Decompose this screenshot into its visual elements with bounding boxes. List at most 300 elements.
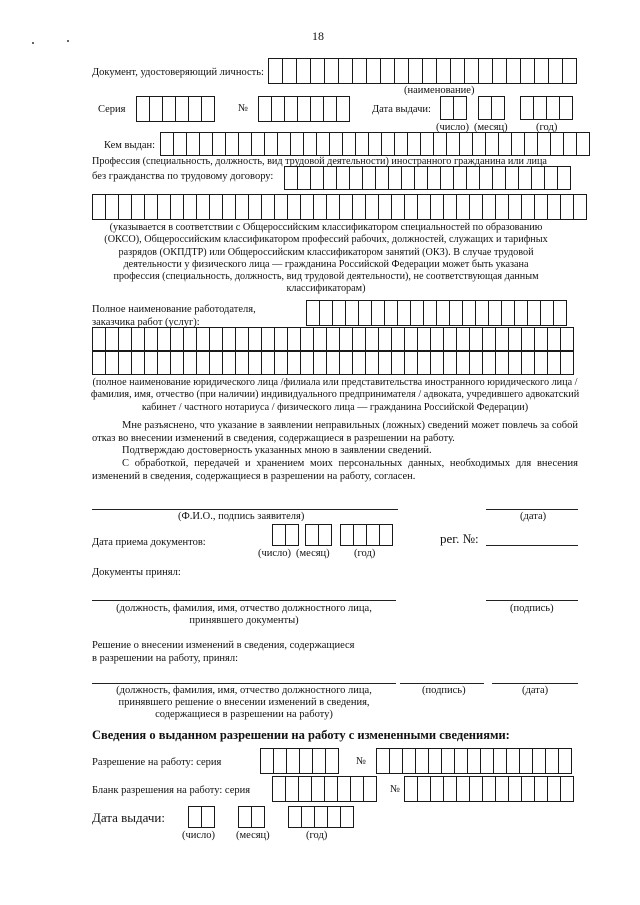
char-cell[interactable] <box>144 194 158 220</box>
char-cell[interactable] <box>557 166 571 190</box>
receipt-month-boxes[interactable] <box>305 524 331 546</box>
char-cell[interactable] <box>235 351 249 375</box>
char-cell[interactable] <box>560 351 574 375</box>
issued-year-boxes[interactable] <box>288 806 353 828</box>
char-cell[interactable] <box>274 327 288 351</box>
char-cell[interactable] <box>298 776 312 802</box>
char-cell[interactable] <box>222 194 236 220</box>
char-cell[interactable] <box>394 58 409 84</box>
char-cell[interactable] <box>433 132 447 156</box>
char-cell[interactable] <box>201 96 215 122</box>
issue-month-boxes[interactable] <box>478 96 504 120</box>
char-cell[interactable] <box>388 166 402 190</box>
char-cell[interactable] <box>558 748 572 774</box>
char-cell[interactable] <box>495 194 509 220</box>
char-cell[interactable] <box>186 132 200 156</box>
char-cell[interactable] <box>366 58 381 84</box>
char-cell[interactable] <box>501 300 515 326</box>
employer-boxes-row2[interactable] <box>92 327 573 351</box>
applicant-date-line[interactable] <box>486 509 578 510</box>
char-cell[interactable] <box>183 194 197 220</box>
char-cell[interactable] <box>157 194 171 220</box>
char-cell[interactable] <box>319 300 333 326</box>
char-cell[interactable] <box>380 58 395 84</box>
char-cell[interactable] <box>378 351 392 375</box>
char-cell[interactable] <box>316 132 330 156</box>
char-cell[interactable] <box>485 132 499 156</box>
number-boxes[interactable] <box>258 96 349 122</box>
applicant-fio-line[interactable] <box>92 509 398 510</box>
char-cell[interactable] <box>235 327 249 351</box>
char-cell[interactable] <box>284 166 298 190</box>
char-cell[interactable] <box>339 194 353 220</box>
char-cell[interactable] <box>417 776 431 802</box>
char-cell[interactable] <box>459 132 473 156</box>
char-cell[interactable] <box>327 806 341 828</box>
char-cell[interactable] <box>430 194 444 220</box>
char-cell[interactable] <box>533 96 547 120</box>
char-cell[interactable] <box>173 132 187 156</box>
series-boxes[interactable] <box>136 96 214 122</box>
char-cell[interactable] <box>550 132 564 156</box>
char-cell[interactable] <box>443 776 457 802</box>
char-cell[interactable] <box>92 327 106 351</box>
char-cell[interactable] <box>428 748 442 774</box>
char-cell[interactable] <box>520 58 535 84</box>
accepted-sign-line[interactable] <box>486 600 578 601</box>
char-cell[interactable] <box>358 300 372 326</box>
char-cell[interactable] <box>378 327 392 351</box>
char-cell[interactable] <box>391 194 405 220</box>
char-cell[interactable] <box>352 58 367 84</box>
char-cell[interactable] <box>506 58 521 84</box>
blank-number-boxes[interactable] <box>404 776 573 802</box>
char-cell[interactable] <box>313 351 327 375</box>
char-cell[interactable] <box>282 58 297 84</box>
char-cell[interactable] <box>258 96 272 122</box>
char-cell[interactable] <box>379 524 393 546</box>
char-cell[interactable] <box>170 327 184 351</box>
char-cell[interactable] <box>495 776 509 802</box>
char-cell[interactable] <box>544 166 558 190</box>
char-cell[interactable] <box>430 351 444 375</box>
char-cell[interactable] <box>368 132 382 156</box>
char-cell[interactable] <box>324 776 338 802</box>
char-cell[interactable] <box>508 351 522 375</box>
char-cell[interactable] <box>300 327 314 351</box>
employer-boxes-row3[interactable] <box>92 351 573 375</box>
char-cell[interactable] <box>352 351 366 375</box>
char-cell[interactable] <box>326 327 340 351</box>
char-cell[interactable] <box>401 166 415 190</box>
char-cell[interactable] <box>391 351 405 375</box>
char-cell[interactable] <box>469 194 483 220</box>
char-cell[interactable] <box>251 806 265 828</box>
char-cell[interactable] <box>482 776 496 802</box>
char-cell[interactable] <box>462 300 476 326</box>
char-cell[interactable] <box>196 194 210 220</box>
char-cell[interactable] <box>449 300 463 326</box>
char-cell[interactable] <box>537 132 551 156</box>
char-cell[interactable] <box>469 776 483 802</box>
permit-number-boxes[interactable] <box>376 748 571 774</box>
char-cell[interactable] <box>397 300 411 326</box>
char-cell[interactable] <box>277 132 291 156</box>
char-cell[interactable] <box>453 166 467 190</box>
char-cell[interactable] <box>573 194 587 220</box>
decision-date-line[interactable] <box>492 683 578 684</box>
char-cell[interactable] <box>391 327 405 351</box>
char-cell[interactable] <box>479 166 493 190</box>
char-cell[interactable] <box>534 58 549 84</box>
char-cell[interactable] <box>248 351 262 375</box>
char-cell[interactable] <box>92 351 106 375</box>
char-cell[interactable] <box>286 748 300 774</box>
char-cell[interactable] <box>521 327 535 351</box>
char-cell[interactable] <box>297 96 311 122</box>
char-cell[interactable] <box>340 524 354 546</box>
char-cell[interactable] <box>271 96 285 122</box>
char-cell[interactable] <box>238 806 252 828</box>
char-cell[interactable] <box>560 776 574 802</box>
char-cell[interactable] <box>300 351 314 375</box>
char-cell[interactable] <box>272 776 286 802</box>
char-cell[interactable] <box>414 166 428 190</box>
char-cell[interactable] <box>105 194 119 220</box>
char-cell[interactable] <box>553 300 567 326</box>
char-cell[interactable] <box>440 166 454 190</box>
char-cell[interactable] <box>118 194 132 220</box>
char-cell[interactable] <box>521 776 535 802</box>
accepted-official-line[interactable] <box>92 600 396 601</box>
char-cell[interactable] <box>408 58 423 84</box>
char-cell[interactable] <box>482 327 496 351</box>
char-cell[interactable] <box>415 748 429 774</box>
char-cell[interactable] <box>314 806 328 828</box>
char-cell[interactable] <box>436 58 451 84</box>
char-cell[interactable] <box>324 58 339 84</box>
char-cell[interactable] <box>188 96 202 122</box>
char-cell[interactable] <box>404 776 418 802</box>
char-cell[interactable] <box>456 194 470 220</box>
char-cell[interactable] <box>410 300 424 326</box>
char-cell[interactable] <box>296 58 311 84</box>
char-cell[interactable] <box>238 132 252 156</box>
char-cell[interactable] <box>366 524 380 546</box>
char-cell[interactable] <box>136 96 150 122</box>
char-cell[interactable] <box>290 132 304 156</box>
char-cell[interactable] <box>492 58 507 84</box>
char-cell[interactable] <box>482 194 496 220</box>
char-cell[interactable] <box>323 166 337 190</box>
char-cell[interactable] <box>251 132 265 156</box>
char-cell[interactable] <box>376 748 390 774</box>
char-cell[interactable] <box>508 327 522 351</box>
char-cell[interactable] <box>300 194 314 220</box>
char-cell[interactable] <box>339 327 353 351</box>
char-cell[interactable] <box>417 351 431 375</box>
char-cell[interactable] <box>441 748 455 774</box>
char-cell[interactable] <box>407 132 421 156</box>
char-cell[interactable] <box>520 96 534 120</box>
char-cell[interactable] <box>491 96 505 120</box>
char-cell[interactable] <box>493 748 507 774</box>
char-cell[interactable] <box>506 748 520 774</box>
char-cell[interactable] <box>404 327 418 351</box>
char-cell[interactable] <box>301 806 315 828</box>
profession-boxes-row2[interactable] <box>92 194 586 220</box>
char-cell[interactable] <box>310 58 325 84</box>
issued-by-boxes[interactable] <box>160 132 589 156</box>
char-cell[interactable] <box>157 351 171 375</box>
char-cell[interactable] <box>209 327 223 351</box>
char-cell[interactable] <box>323 96 337 122</box>
char-cell[interactable] <box>446 132 460 156</box>
char-cell[interactable] <box>274 194 288 220</box>
char-cell[interactable] <box>389 748 403 774</box>
char-cell[interactable] <box>576 132 590 156</box>
char-cell[interactable] <box>440 96 454 120</box>
char-cell[interactable] <box>355 132 369 156</box>
char-cell[interactable] <box>225 132 239 156</box>
issued-month-boxes[interactable] <box>238 806 264 828</box>
char-cell[interactable] <box>337 776 351 802</box>
char-cell[interactable] <box>381 132 395 156</box>
char-cell[interactable] <box>144 327 158 351</box>
char-cell[interactable] <box>287 194 301 220</box>
char-cell[interactable] <box>264 132 278 156</box>
char-cell[interactable] <box>430 327 444 351</box>
char-cell[interactable] <box>384 300 398 326</box>
char-cell[interactable] <box>201 806 215 828</box>
char-cell[interactable] <box>212 132 226 156</box>
char-cell[interactable] <box>365 351 379 375</box>
char-cell[interactable] <box>475 300 489 326</box>
char-cell[interactable] <box>488 300 502 326</box>
char-cell[interactable] <box>453 96 467 120</box>
char-cell[interactable] <box>498 132 512 156</box>
char-cell[interactable] <box>505 166 519 190</box>
char-cell[interactable] <box>287 327 301 351</box>
char-cell[interactable] <box>371 300 385 326</box>
char-cell[interactable] <box>430 776 444 802</box>
char-cell[interactable] <box>422 58 437 84</box>
char-cell[interactable] <box>563 132 577 156</box>
char-cell[interactable] <box>336 166 350 190</box>
char-cell[interactable] <box>272 524 286 546</box>
char-cell[interactable] <box>196 351 210 375</box>
char-cell[interactable] <box>547 351 561 375</box>
char-cell[interactable] <box>365 194 379 220</box>
char-cell[interactable] <box>305 524 319 546</box>
char-cell[interactable] <box>303 132 317 156</box>
char-cell[interactable] <box>209 351 223 375</box>
char-cell[interactable] <box>531 166 545 190</box>
permit-series-boxes[interactable] <box>260 748 338 774</box>
char-cell[interactable] <box>427 166 441 190</box>
char-cell[interactable] <box>417 194 431 220</box>
char-cell[interactable] <box>423 300 437 326</box>
char-cell[interactable] <box>131 194 145 220</box>
char-cell[interactable] <box>546 96 560 120</box>
char-cell[interactable] <box>299 748 313 774</box>
char-cell[interactable] <box>339 351 353 375</box>
doc-name-boxes[interactable] <box>268 58 576 84</box>
char-cell[interactable] <box>284 96 298 122</box>
issue-year-boxes[interactable] <box>520 96 572 120</box>
char-cell[interactable] <box>326 194 340 220</box>
char-cell[interactable] <box>313 327 327 351</box>
char-cell[interactable] <box>329 132 343 156</box>
char-cell[interactable] <box>175 96 189 122</box>
char-cell[interactable] <box>524 132 538 156</box>
char-cell[interactable] <box>345 300 359 326</box>
char-cell[interactable] <box>318 524 332 546</box>
char-cell[interactable] <box>235 194 249 220</box>
char-cell[interactable] <box>464 58 479 84</box>
char-cell[interactable] <box>352 327 366 351</box>
char-cell[interactable] <box>443 194 457 220</box>
char-cell[interactable] <box>534 351 548 375</box>
char-cell[interactable] <box>332 300 346 326</box>
char-cell[interactable] <box>149 96 163 122</box>
char-cell[interactable] <box>310 96 324 122</box>
char-cell[interactable] <box>285 524 299 546</box>
char-cell[interactable] <box>545 748 559 774</box>
char-cell[interactable] <box>297 166 311 190</box>
issued-day-boxes[interactable] <box>188 806 214 828</box>
char-cell[interactable] <box>480 748 494 774</box>
char-cell[interactable] <box>540 300 554 326</box>
profession-boxes-row1[interactable] <box>284 166 570 190</box>
char-cell[interactable] <box>478 96 492 120</box>
char-cell[interactable] <box>436 300 450 326</box>
char-cell[interactable] <box>514 300 528 326</box>
char-cell[interactable] <box>443 327 457 351</box>
char-cell[interactable] <box>518 166 532 190</box>
char-cell[interactable] <box>326 351 340 375</box>
char-cell[interactable] <box>288 806 302 828</box>
char-cell[interactable] <box>560 194 574 220</box>
char-cell[interactable] <box>170 351 184 375</box>
char-cell[interactable] <box>472 132 486 156</box>
char-cell[interactable] <box>336 96 350 122</box>
char-cell[interactable] <box>443 351 457 375</box>
reg-number-line[interactable] <box>486 545 578 546</box>
char-cell[interactable] <box>199 132 213 156</box>
char-cell[interactable] <box>353 524 367 546</box>
blank-series-boxes[interactable] <box>272 776 376 802</box>
char-cell[interactable] <box>131 351 145 375</box>
char-cell[interactable] <box>519 748 533 774</box>
char-cell[interactable] <box>365 327 379 351</box>
char-cell[interactable] <box>478 58 493 84</box>
char-cell[interactable] <box>342 132 356 156</box>
char-cell[interactable] <box>362 166 376 190</box>
char-cell[interactable] <box>157 327 171 351</box>
char-cell[interactable] <box>547 776 561 802</box>
char-cell[interactable] <box>378 194 392 220</box>
char-cell[interactable] <box>105 327 119 351</box>
char-cell[interactable] <box>118 327 132 351</box>
char-cell[interactable] <box>508 194 522 220</box>
char-cell[interactable] <box>559 96 573 120</box>
char-cell[interactable] <box>450 58 465 84</box>
char-cell[interactable] <box>560 327 574 351</box>
receipt-year-boxes[interactable] <box>340 524 392 546</box>
char-cell[interactable] <box>285 776 299 802</box>
char-cell[interactable] <box>467 748 481 774</box>
char-cell[interactable] <box>274 351 288 375</box>
decision-sign-line[interactable] <box>400 683 484 684</box>
char-cell[interactable] <box>508 776 522 802</box>
char-cell[interactable] <box>547 327 561 351</box>
char-cell[interactable] <box>456 776 470 802</box>
char-cell[interactable] <box>162 96 176 122</box>
char-cell[interactable] <box>532 748 546 774</box>
char-cell[interactable] <box>404 351 418 375</box>
char-cell[interactable] <box>482 351 496 375</box>
char-cell[interactable] <box>492 166 506 190</box>
char-cell[interactable] <box>160 132 174 156</box>
char-cell[interactable] <box>105 351 119 375</box>
char-cell[interactable] <box>420 132 434 156</box>
char-cell[interactable] <box>534 194 548 220</box>
char-cell[interactable] <box>92 194 106 220</box>
employer-boxes-row1[interactable] <box>306 300 566 326</box>
decision-official-line[interactable] <box>92 683 396 684</box>
char-cell[interactable] <box>349 166 363 190</box>
char-cell[interactable] <box>534 327 548 351</box>
char-cell[interactable] <box>183 351 197 375</box>
char-cell[interactable] <box>511 132 525 156</box>
char-cell[interactable] <box>268 58 283 84</box>
char-cell[interactable] <box>188 806 202 828</box>
char-cell[interactable] <box>306 300 320 326</box>
char-cell[interactable] <box>196 327 210 351</box>
char-cell[interactable] <box>456 351 470 375</box>
char-cell[interactable] <box>248 327 262 351</box>
char-cell[interactable] <box>144 351 158 375</box>
char-cell[interactable] <box>313 194 327 220</box>
char-cell[interactable] <box>170 194 184 220</box>
char-cell[interactable] <box>311 776 325 802</box>
char-cell[interactable] <box>404 194 418 220</box>
char-cell[interactable] <box>521 351 535 375</box>
char-cell[interactable] <box>183 327 197 351</box>
char-cell[interactable] <box>312 748 326 774</box>
char-cell[interactable] <box>209 194 223 220</box>
char-cell[interactable] <box>417 327 431 351</box>
char-cell[interactable] <box>338 58 353 84</box>
char-cell[interactable] <box>350 776 364 802</box>
char-cell[interactable] <box>469 351 483 375</box>
char-cell[interactable] <box>527 300 541 326</box>
char-cell[interactable] <box>562 58 577 84</box>
char-cell[interactable] <box>340 806 354 828</box>
char-cell[interactable] <box>261 327 275 351</box>
char-cell[interactable] <box>375 166 389 190</box>
char-cell[interactable] <box>118 351 132 375</box>
char-cell[interactable] <box>454 748 468 774</box>
char-cell[interactable] <box>466 166 480 190</box>
char-cell[interactable] <box>248 194 262 220</box>
char-cell[interactable] <box>260 748 274 774</box>
char-cell[interactable] <box>495 351 509 375</box>
char-cell[interactable] <box>310 166 324 190</box>
char-cell[interactable] <box>456 327 470 351</box>
char-cell[interactable] <box>287 351 301 375</box>
